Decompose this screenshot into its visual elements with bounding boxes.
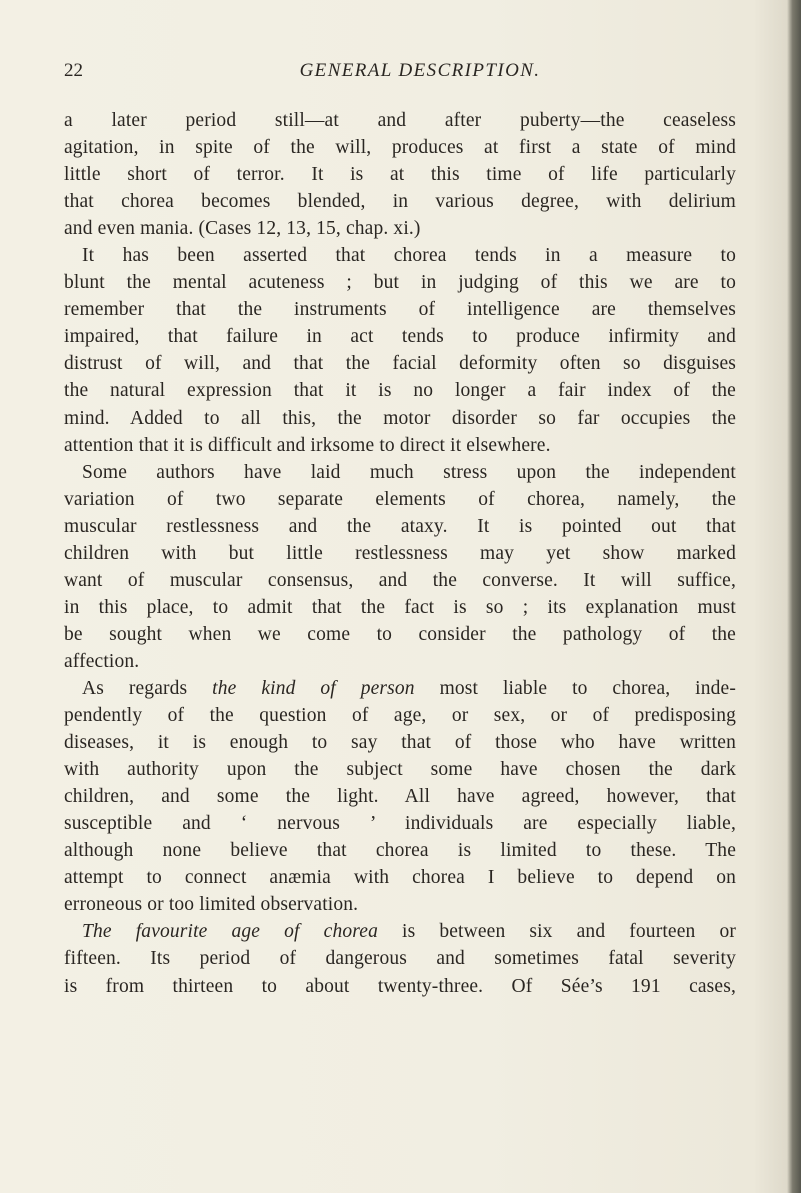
text-line: muscular restlessness and the ataxy. It is pointed out that — [64, 515, 736, 537]
text-line: in this place, to admit that the fact is so ; its explanation must — [64, 596, 736, 618]
text-line: remember that the instruments of intelligence are themselves — [64, 299, 736, 321]
running-head: GENERAL DESCRIPTION. — [299, 60, 541, 81]
text-line: children with but little restlessness may yet show marked — [64, 542, 736, 564]
text-line: want of muscular consensus, and the converse. It will suffice, — [64, 569, 736, 591]
text-line: impaired, that failure in act tends to produce infirmity and — [64, 326, 736, 348]
text-line: affection. — [64, 650, 140, 672]
text-line: diseases, it is enough to say that of those who have written — [64, 732, 736, 754]
text-line: a later period still—at and after puberty—the ceaseless — [64, 110, 736, 131]
text-line: As regards the kind of person most liable to chorea, inde- — [82, 677, 736, 699]
text-line: erroneous or too limited observation. — [64, 894, 359, 916]
text-line: It has been asserted that chorea tends in a measure to — [82, 245, 736, 267]
text-line: susceptible and ‘ nervous ’ individuals are especially liable, — [64, 813, 736, 835]
text-line: with authority upon the subject some have chosen the dark — [64, 759, 736, 781]
text-line: distrust of will, and that the facial deformity often so disguises — [64, 353, 736, 375]
text-line: is from thirteen to about twenty-three. Of Sée’s 191 cases, — [64, 975, 736, 997]
text-line: that chorea becomes blended, in various degree, with delirium — [64, 191, 736, 213]
text-line: Some authors have laid much stress upon the independent — [82, 461, 736, 483]
text-line: attempt to connect anæmia with chorea I believe to depend on — [64, 867, 736, 889]
text-line: mind. Added to all this, the motor disorder so far occupies the — [64, 407, 736, 429]
page-edge-shadow — [787, 0, 801, 1193]
page-header — [64, 58, 736, 84]
text-line: blunt the mental acuteness ; but in judging of this we are to — [64, 272, 736, 294]
text-line: children, and some the light. All have agreed, however, that — [64, 786, 736, 808]
text-line: pendently of the question of age, or sex, or of predisposing — [64, 705, 736, 727]
text-line: little short of terror. It is at this time of life particularly — [64, 164, 736, 186]
text-line: although none believe that chorea is limited to these. The — [64, 840, 736, 862]
page-number: 22 — [64, 60, 83, 81]
body-text — [64, 107, 736, 1000]
text-line: The favourite age of chorea is between six and fourteen or — [82, 921, 736, 943]
text-line: be sought when we come to consider the pathology of the — [64, 623, 736, 645]
italic-phrase: the kind of person — [212, 677, 415, 699]
text-line: the natural expression that it is no longer a fair index of the — [64, 380, 736, 402]
text-line: attention that it is difficult and irksome to direct it elsewhere. — [64, 434, 551, 456]
text-line: agitation, in spite of the will, produces at first a state of mind — [64, 137, 736, 159]
text-line: fifteen. Its period of dangerous and sometimes fatal severity — [64, 948, 736, 970]
text-line: variation of two separate elements of chorea, namely, the — [64, 488, 736, 510]
text-line: and even mania. (Cases 12, 13, 15, chap. xi.) — [64, 218, 421, 240]
italic-phrase: The favourite age of chorea — [82, 921, 378, 943]
